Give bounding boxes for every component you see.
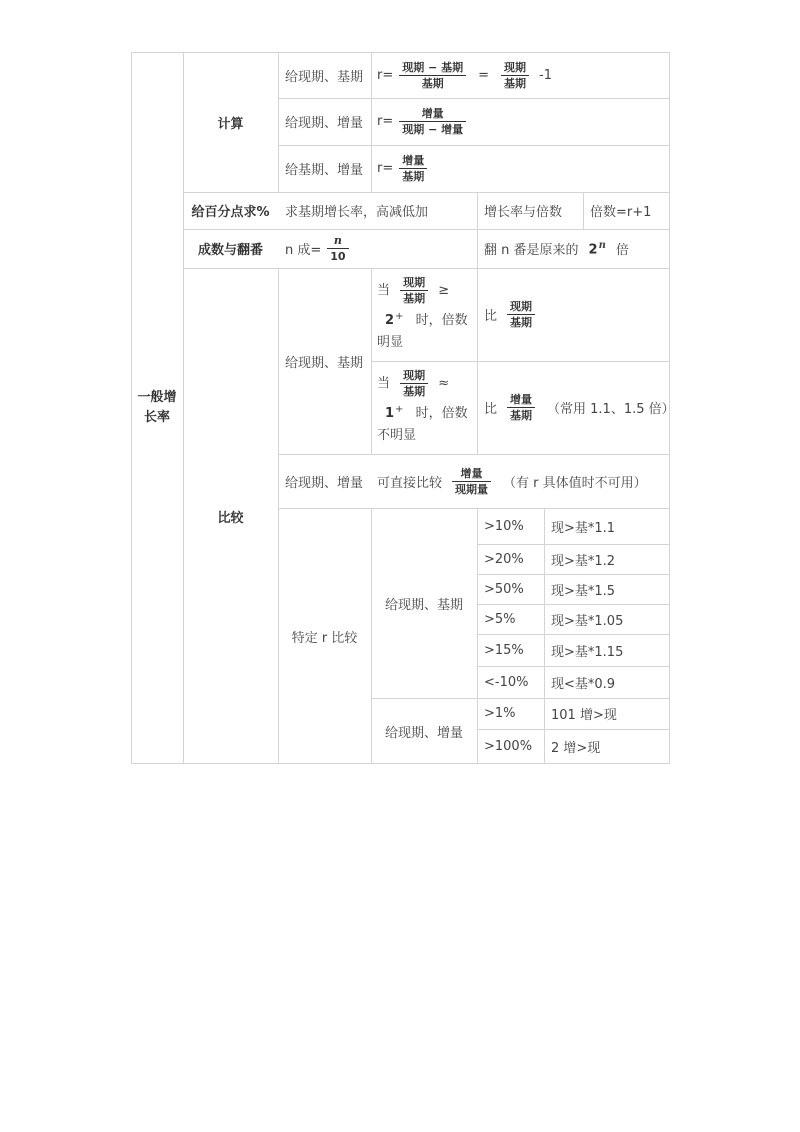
compare-case1-result: 比 $\frac{\text{现期}}{\text{基期}}$ (484, 268, 669, 361)
specific-label: 特定 r 比较 (291, 630, 358, 646)
rate-cell: >15% (484, 642, 524, 658)
category-line1: 一般增 (137, 390, 177, 405)
value-cell: 现>基*1.05 (551, 613, 624, 629)
chengshu-formula: n 成= $\frac{n}{10}$ (285, 229, 477, 268)
compare-case1: 当 $\frac{\text{现期}}{\text{基期}}$ ≥ 2+ 时，倍数 明显 (377, 275, 468, 351)
value-cell: 2 增>现 (551, 740, 601, 756)
value-cell: 现>基*1.2 (551, 553, 616, 569)
category-line2: 长率 (143, 410, 170, 425)
calc-row1-label: 给现期、基期 (285, 69, 364, 85)
calc-row2-label: 给现期、增量 (285, 116, 364, 131)
fanfan-formula: 翻 n 番是原来的 2$^n$ 倍 (484, 239, 629, 258)
calc-row3-label: 给基期、增量 (285, 163, 364, 178)
fraction: $\frac{\text{现期}}{\text{基期}}$ (501, 60, 529, 91)
rate-cell: >5% (484, 611, 516, 627)
value-cell: 现>基*1.1 (551, 520, 616, 536)
section-calc: 计算 (217, 116, 244, 132)
calc-row2-formula: r= $\frac{\text{增量}}{\text{现期 − 增量}}$ (377, 98, 669, 145)
value-cell: 101 增>现 (551, 708, 617, 723)
section-chengshu: 成数与翻番 (197, 243, 263, 258)
specific-sub1: 给现期、基期 (384, 597, 463, 613)
fraction: $\frac{\text{现期}}{\text{基期}}$ (400, 275, 428, 306)
rate-cell: >100% (484, 738, 533, 754)
section-pct: 给百分点求% (191, 205, 270, 220)
compare-zl-label: 给现期、增量 (285, 475, 364, 491)
compare-xj-label: 给现期、基期 (285, 355, 364, 371)
calc-row1-formula: r= $\frac{\text{现期 − 基期}}{\text{基期}}$ = $\frac{\text{现期}}{\text{基期}}$ -1 (377, 60, 553, 90)
specific-sub2: 给现期、增量 (384, 725, 463, 741)
pct-text1: 求基期增长率，高减低加 (285, 205, 429, 220)
rate-cell: >20% (484, 551, 524, 567)
rate-cell: >10% (484, 518, 524, 534)
compare-case2: 当 $\frac{\text{现期}}{\text{基期}}$ ≈ 1+ 时，倍数 不明显 (377, 368, 468, 444)
fraction: $\frac{n}{10}$ (327, 233, 348, 264)
pct-text2: 增长率与倍数 (484, 205, 563, 220)
rate-cell: >50% (484, 581, 524, 597)
fraction: $\frac{\text{增量}}{\text{现期量}}$ (452, 466, 491, 497)
compare-case2-result: 比 $\frac{\text{增量}}{\text{基期}}$ （常用 1.1、1.5 倍） (484, 393, 675, 422)
fraction: $\frac{\text{现期}}{\text{基期}}$ (507, 299, 535, 330)
pct-text3: 倍数=r+1 (590, 205, 652, 220)
value-cell: 现>基*1.15 (551, 644, 624, 660)
rate-cell: >1% (484, 706, 516, 721)
fraction: $\frac{\text{现期 − 基期}}{\text{基期}}$ (399, 60, 466, 91)
rate-cell: <-10% (484, 674, 529, 690)
fraction: $\frac{\text{增量}}{\text{现期 − 增量}}$ (399, 106, 466, 137)
value-cell: 现>基*1.5 (551, 583, 616, 599)
calc-row3-formula: r= $\frac{\text{增量}}{\text{基期}}$ (377, 145, 669, 192)
fraction: $\frac{\text{增量}}{\text{基期}}$ (507, 392, 535, 423)
category-general-growth-rate (131, 52, 183, 764)
fraction: $\frac{\text{增量}}{\text{基期}}$ (399, 153, 427, 184)
fraction: $\frac{\text{现期}}{\text{基期}}$ (400, 368, 428, 399)
compare-zl-formula: 可直接比较 $\frac{\text{增量}}{\text{现期量}}$ （有 r 具体值时不可用） (377, 466, 647, 496)
section-compare: 比较 (217, 510, 244, 526)
value-cell: 现<基*0.9 (551, 676, 616, 692)
